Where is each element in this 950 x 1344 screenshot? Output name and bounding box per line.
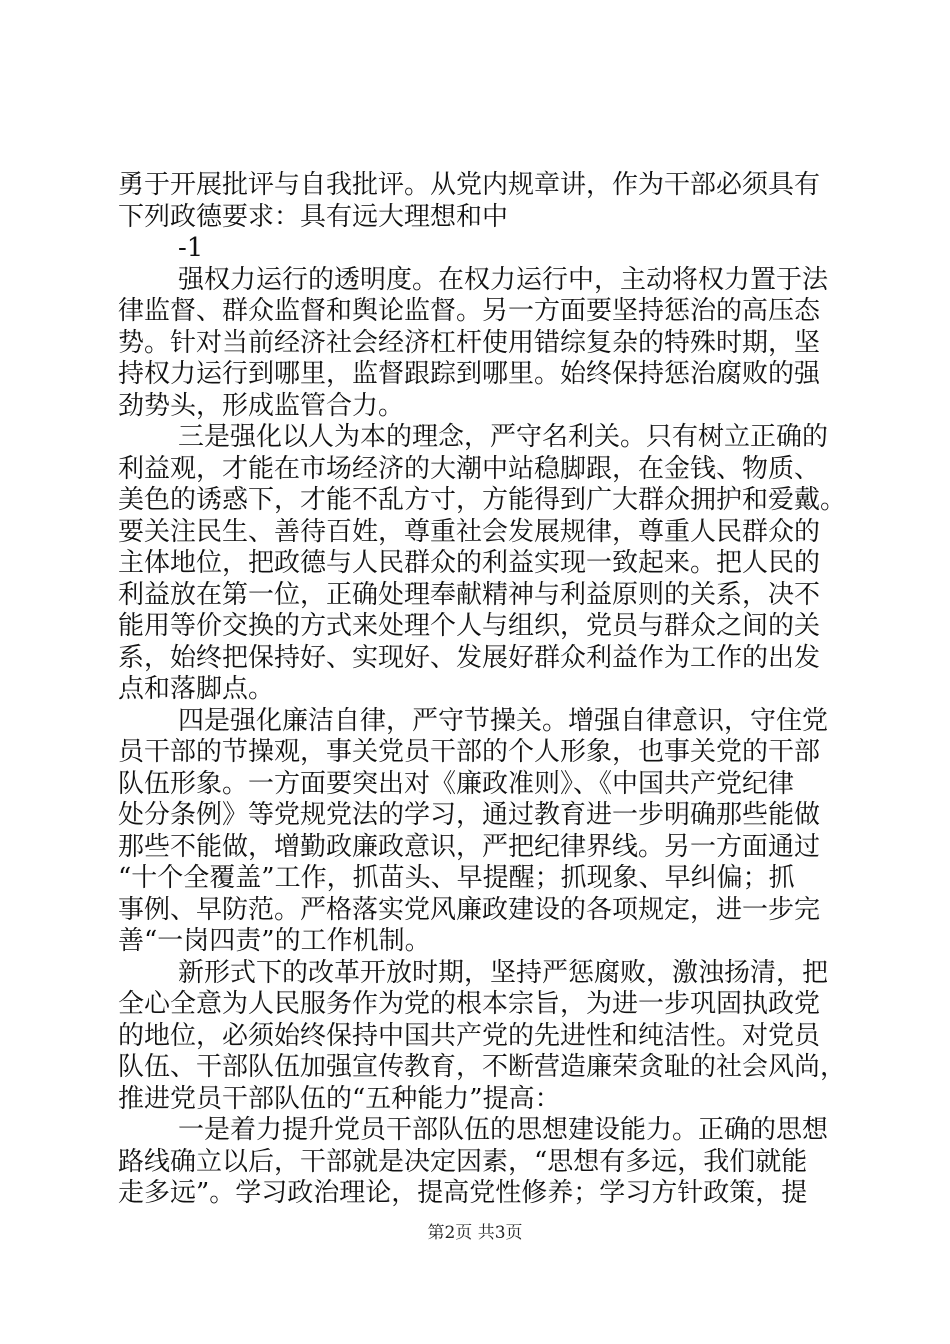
text-line: 推进党员干部队伍的“五种能力”提高： <box>118 1083 561 1114</box>
paragraph-start-line: 四是强化廉洁自律，严守节操关。增强自律意识，守住党 <box>178 705 829 736</box>
body-text <box>118 170 847 1210</box>
text-line: 队伍、干部队伍加强宣传教育，不断营造廉荣贪耻的社会风尚， <box>118 1052 847 1082</box>
text-line: 的地位，必须始终保持中国共产党的先进性和纯洁性。对党员 <box>118 1020 821 1051</box>
text-line: 势。针对当前经济社会经济杠杆使用错综复杂的特殊时期，坚 <box>118 327 821 358</box>
text-line: 要关注民生、善待百姓，尊重社会发展规律，尊重人民群众的 <box>118 516 821 547</box>
text-line: 系，始终把保持好、实现好、发展好群众利益作为工作的出发 <box>118 642 821 673</box>
text-line: 利益观，才能在市场经济的大潮中站稳脚跟，在金钱、物质、 <box>118 453 821 484</box>
text-line: 主体地位，把政德与人民群众的利益实现一致起来。把人民的 <box>118 548 821 578</box>
text-line: 路线确立以后，干部就是决定因素，“思想有多远，我们就能 <box>118 1146 808 1177</box>
paragraph-start-line: 强权力运行的透明度。在权力运行中，主动将权力置于法 <box>178 264 829 295</box>
text-line: 勇于开展批评与自我批评。从党内规章讲，作为干部必须具有 <box>118 170 821 200</box>
text-line: 事例、早防范。严格落实党风廉政建设的各项规定，进一步完 <box>118 894 821 925</box>
text-line: 利益放在第一位，正确处理奉献精神与利益原则的关系，决不 <box>118 579 821 610</box>
text-line: 员干部的节操观，事关党员干部的个人形象，也事关党的干部 <box>118 737 821 767</box>
page-number-label: 第2页 共3页 <box>427 1223 523 1243</box>
paragraph-start-line: 新形式下的改革开放时期，坚持严惩腐败，激浊扬清，把 <box>178 957 829 988</box>
text-line: 美色的诱惑下，才能不乱方寸，方能得到广大群众拥护和爱戴。 <box>118 485 847 515</box>
text-line: 全心全意为人民服务作为党的根本宗旨，为进一步巩固执政党 <box>118 989 821 1019</box>
text-line: 持权力运行到哪里，监督跟踪到哪里。始终保持惩治腐败的强 <box>118 359 821 389</box>
text-line: 走多远”。学习政治理论，提高党性修养；学习方针政策，提 <box>118 1178 808 1208</box>
text-line: 那些不能做，增勤政廉政意识，严把纪律界线。另一方面通过 <box>118 831 821 862</box>
text-line: 下列政德要求：具有远大理想和中 <box>118 201 509 232</box>
paragraph-start-line: 一是着力提升党员干部队伍的思想建设能力。正确的思想 <box>178 1115 829 1145</box>
text-line: 队伍形象。一方面要突出对《廉政准则》、《中国共产党纪律 <box>118 768 795 799</box>
text-line: 善“一岗四责”的工作机制。 <box>118 926 431 956</box>
page-fragment-mark: -1 <box>178 233 204 263</box>
text-line: 点和落脚点。 <box>118 674 275 704</box>
page-footer <box>0 1218 950 1243</box>
text-line: 处分条例》等党规党法的学习，通过教育进一步明确那些能做 <box>118 800 821 830</box>
text-line: 律监督、群众监督和舆论监督。另一方面要坚持惩治的高压态 <box>118 296 821 326</box>
paragraph-start-line: 三是强化以人为本的理念，严守名利关。只有树立正确的 <box>178 422 829 452</box>
text-line: 能用等价交换的方式来处理个人与组织，党员与群众之间的关 <box>118 611 821 641</box>
text-line: 劲势头，形成监管合力。 <box>118 390 405 421</box>
text-line: “十个全覆盖”工作，抓苗头、早提醒；抓现象、早纠偏；抓 <box>118 863 795 893</box>
